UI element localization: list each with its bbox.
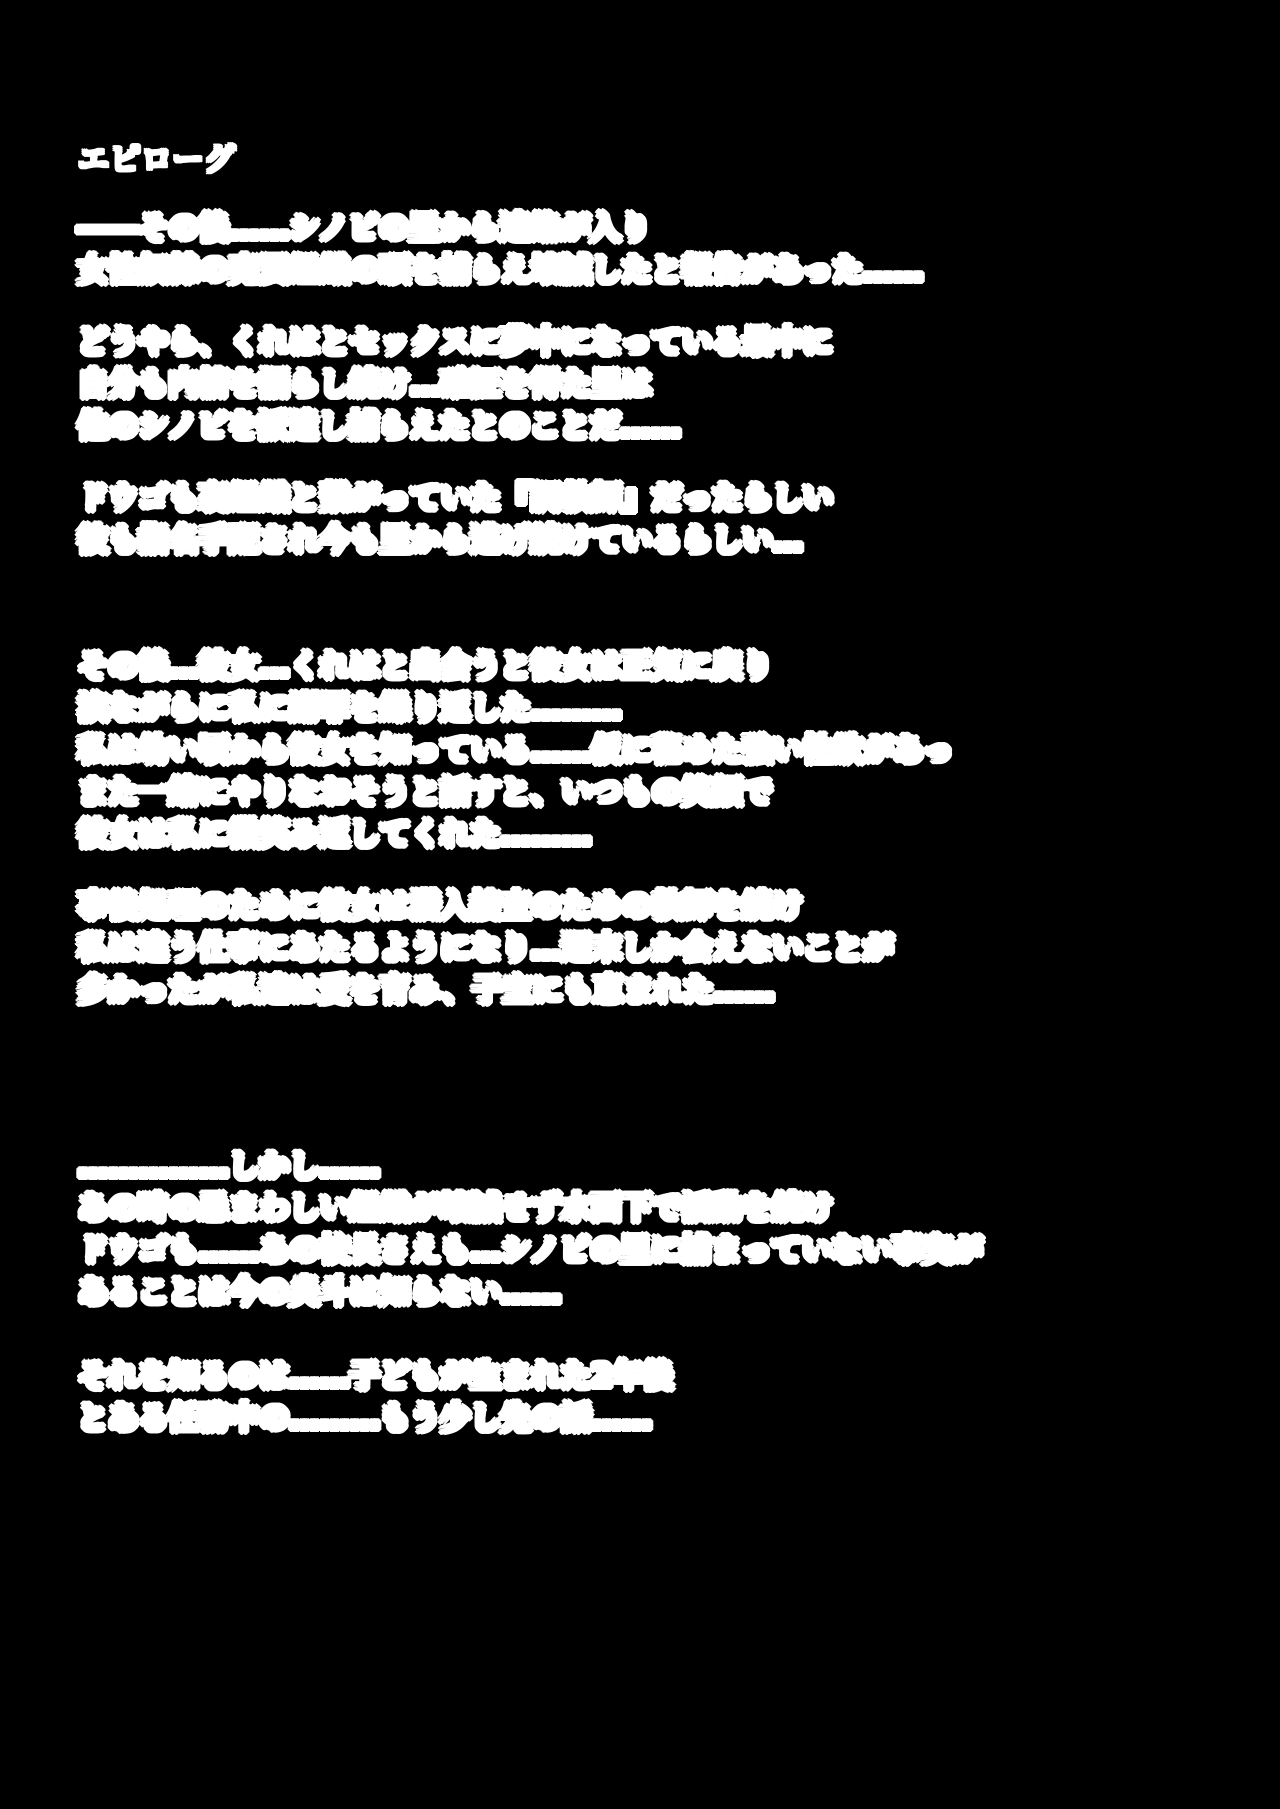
text-block-4 [78,646,1198,856]
text-line: ドウゴも……あの校長さえも…シノビの里に捕まっていない事実が [78,1232,983,1268]
text-line: 女性奴隷の売買組織の頭を捕らえ壊滅したと報告があった…… [78,252,924,288]
text-line: 私は幼い頃から彼女を知っている……仮に秘めた強い性欲があっ [78,732,954,768]
text-block-2 [78,322,1198,448]
text-block-3 [78,478,1198,562]
text-line: また一緒にやりなおそうと話すと、いつもの笑顔で [78,774,773,810]
text-line: あることは今の炎斗は知らない…… [78,1274,562,1310]
spacer [78,1344,1198,1356]
text-block-7 [78,1356,1198,1440]
text-block-5 [78,886,1198,1012]
spacer [78,592,1198,646]
text-line: 多かったが私達は愛を育み、子宝にも恵まれた…… [78,972,775,1008]
text-block-1 [78,208,1198,292]
text-line: 彼女は私に微笑み返してくれた……… [78,816,592,852]
text-line: どうやら、くれはとセックスに夢中になっている最中に [78,324,833,360]
text-line: ドウゴも裏組織と繋がっていた『調教師』だったらしい [78,480,833,516]
text-line: その後…彼女…くれはと出会うと彼女は正気に戻り [78,648,773,684]
text-line: ……………しかし…… [78,1148,380,1184]
text-line: とある任務中の………もう少し先の話…… [78,1400,652,1436]
text-block-6 [78,1146,1198,1314]
text-line: それを知るのは……子どもが生まれた2年後 [78,1358,673,1394]
text-line: 私は違う仕事にあたるようになり…週末しか会えないことが [78,930,894,966]
text-line: 彼も指名手配され今も里から逃げ続けているらしい… [78,522,803,558]
text-line: あの時の忌まわしい組織が壊滅せず水面下で活動を続け [78,1190,833,1226]
spacer [78,1042,1198,1146]
text-line: ――その後……シノビの里から連絡が入り [78,210,651,246]
text-line: 自分も内情を漏らし続け…確証を得た里は [78,366,652,402]
text-line: 他のシノビを派遣し捕らえたとのことだ…… [78,408,681,444]
story-text-container [78,140,1198,1470]
text-line: 涙ながらに私に謝罪を繰り返した……… [78,690,622,726]
text-line: 事後処理のために彼女は潜入捜査のための教師を続け [78,888,803,924]
page-title: エピローグ [78,142,236,178]
